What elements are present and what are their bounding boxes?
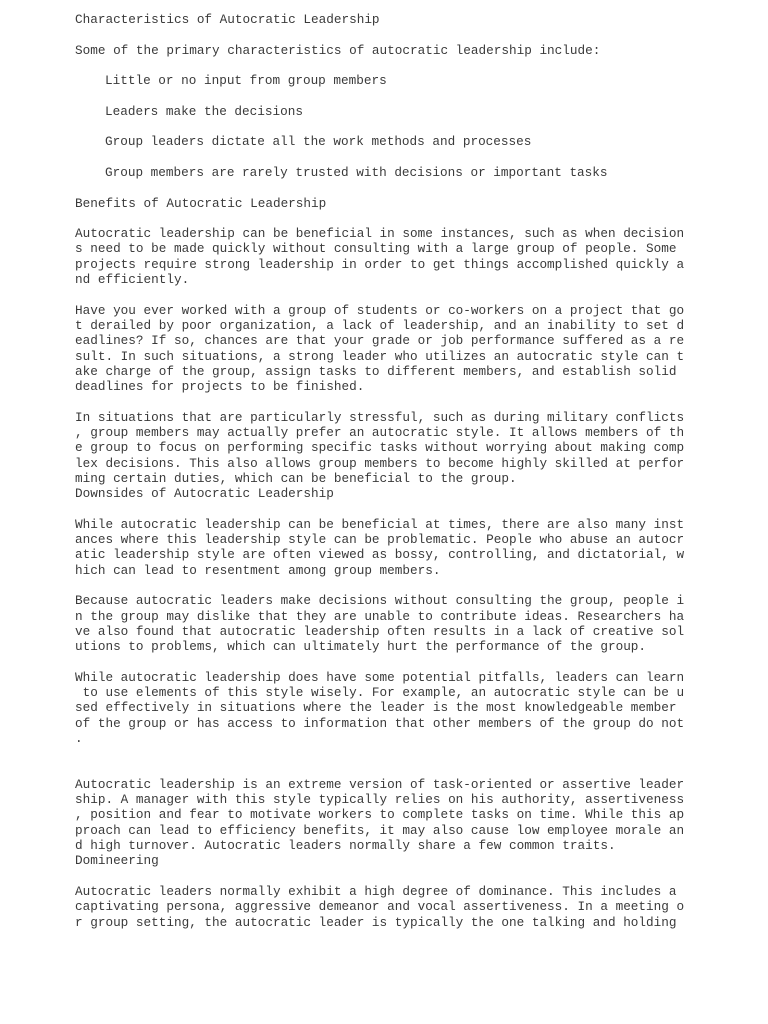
spacer <box>75 180 755 195</box>
list-item <box>75 104 755 119</box>
text-line: Benefits of Autocratic Leadership <box>75 195 327 211</box>
text-line: ming certain duties, which can be beneficial to the group. <box>75 470 517 486</box>
list-item <box>75 165 755 180</box>
text-line: While autocratic leadership can be beneficial at times, there are also many inst <box>75 516 685 532</box>
paragraph <box>75 226 755 287</box>
text-line: ve also found that autocratic leadership often results in a lack of creative sol <box>75 623 685 639</box>
text-line: Downsides of Autocratic Leadership <box>75 486 334 502</box>
text-line: , group members may actually prefer an autocratic style. It allows members of th <box>75 425 685 441</box>
section-heading <box>75 853 755 868</box>
text-line: Autocratic leadership is an extreme version of task-oriented or assertive leader <box>75 776 685 792</box>
text-line: Autocratic leaders normally exhibit a high degree of dominance. This includes a <box>75 883 677 899</box>
spacer <box>75 150 755 165</box>
list-item <box>75 134 755 149</box>
spacer <box>75 58 755 73</box>
paragraph <box>75 43 755 58</box>
text-line: Group leaders dictate all the work methods and processes <box>105 134 532 150</box>
text-line: n the group may dislike that they are unable to contribute ideas. Researchers ha <box>75 608 685 624</box>
paragraph <box>75 517 755 578</box>
text-line: In situations that are particularly stressful, such as during military conflicts <box>75 409 685 425</box>
text-line: d high turnover. Autocratic leaders normally share a few common traits. <box>75 838 616 854</box>
text-line: Little or no input from group members <box>105 73 387 89</box>
text-line: ship. A manager with this style typically relies on his authority, assertiveness <box>75 792 685 808</box>
text-line: sed effectively in situations where the leader is the most knowledgeable member <box>75 700 677 716</box>
spacer <box>75 654 755 669</box>
text-line: Have you ever worked with a group of students or co-workers on a project that go <box>75 302 685 318</box>
text-line: Some of the primary characteristics of autocratic leadership include: <box>75 42 601 58</box>
text-line: While autocratic leadership does have some potential pitfalls, leaders can learn <box>75 669 685 685</box>
text-line: s need to be made quickly without consulting with a large group of people. Some <box>75 241 677 257</box>
spacer <box>75 502 755 517</box>
spacer <box>75 119 755 134</box>
text-line: Because autocratic leaders make decisions without consulting the group, people i <box>75 593 685 609</box>
spacer <box>75 578 755 593</box>
text-line: ances where this leadership style can be problematic. People who abuse an autocr <box>75 532 685 548</box>
text-line: deadlines for projects to be finished. <box>75 379 365 395</box>
text-line: , position and fear to motivate workers to complete tasks on time. While this ap <box>75 807 685 823</box>
text-line: of the group or has access to information that other members of the group do not <box>75 715 685 731</box>
spacer <box>75 746 755 777</box>
section-heading <box>75 196 755 211</box>
text-line: Group members are rarely trusted with decisions or important tasks <box>105 164 608 180</box>
spacer <box>75 869 755 884</box>
text-line: Autocratic leadership can be beneficial in some instances, such as when decision <box>75 226 685 242</box>
paragraph <box>75 410 755 486</box>
text-line: utions to problems, which can ultimately hurt the performance of the group. <box>75 639 647 655</box>
text-line: Characteristics of Autocratic Leadership <box>75 12 380 27</box>
text-line: to use elements of this style wisely. For example, an autocratic style can be u <box>75 685 685 701</box>
document-body <box>75 12 755 930</box>
text-line: e group to focus on performing specific tasks without worrying about making comp <box>75 440 685 456</box>
text-line: proach can lead to efficiency benefits, it may also cause low employee morale an <box>75 822 685 838</box>
text-line: Domineering <box>75 853 159 869</box>
section-heading <box>75 12 755 27</box>
paragraph <box>75 777 755 853</box>
text-line: nd efficiently. <box>75 272 190 288</box>
text-line: lex decisions. This also allows group members to become highly skilled at perfor <box>75 455 685 471</box>
spacer <box>75 394 755 409</box>
text-line: t derailed by poor organization, a lack of leadership, and an inability to set d <box>75 317 685 333</box>
spacer <box>75 211 755 226</box>
text-line: ake charge of the group, assign tasks to different members, and establish solid <box>75 363 677 379</box>
paragraph <box>75 884 755 930</box>
list-item <box>75 73 755 88</box>
text-line: projects require strong leadership in order to get things accomplished quickly a <box>75 256 685 272</box>
text-line: hich can lead to resentment among group members. <box>75 562 441 578</box>
spacer <box>75 287 755 302</box>
text-line: Leaders make the decisions <box>105 103 303 119</box>
spacer <box>75 88 755 103</box>
paragraph <box>75 593 755 654</box>
section-heading <box>75 486 755 501</box>
text-line: sult. In such situations, a strong leader who utilizes an autocratic style can t <box>75 348 685 364</box>
paragraph <box>75 670 755 746</box>
paragraph <box>75 303 755 395</box>
text-line: . <box>75 730 83 746</box>
text-line: captivating persona, aggressive demeanor and vocal assertiveness. In a meeting o <box>75 899 685 915</box>
text-line: atic leadership style are often viewed as bossy, controlling, and dictatorial, w <box>75 547 685 563</box>
text-line: eadlines? If so, chances are that your grade or job performance suffered as a re <box>75 333 685 349</box>
spacer <box>75 27 755 42</box>
text-line: r group setting, the autocratic leader is typically the one talking and holding <box>75 914 677 930</box>
